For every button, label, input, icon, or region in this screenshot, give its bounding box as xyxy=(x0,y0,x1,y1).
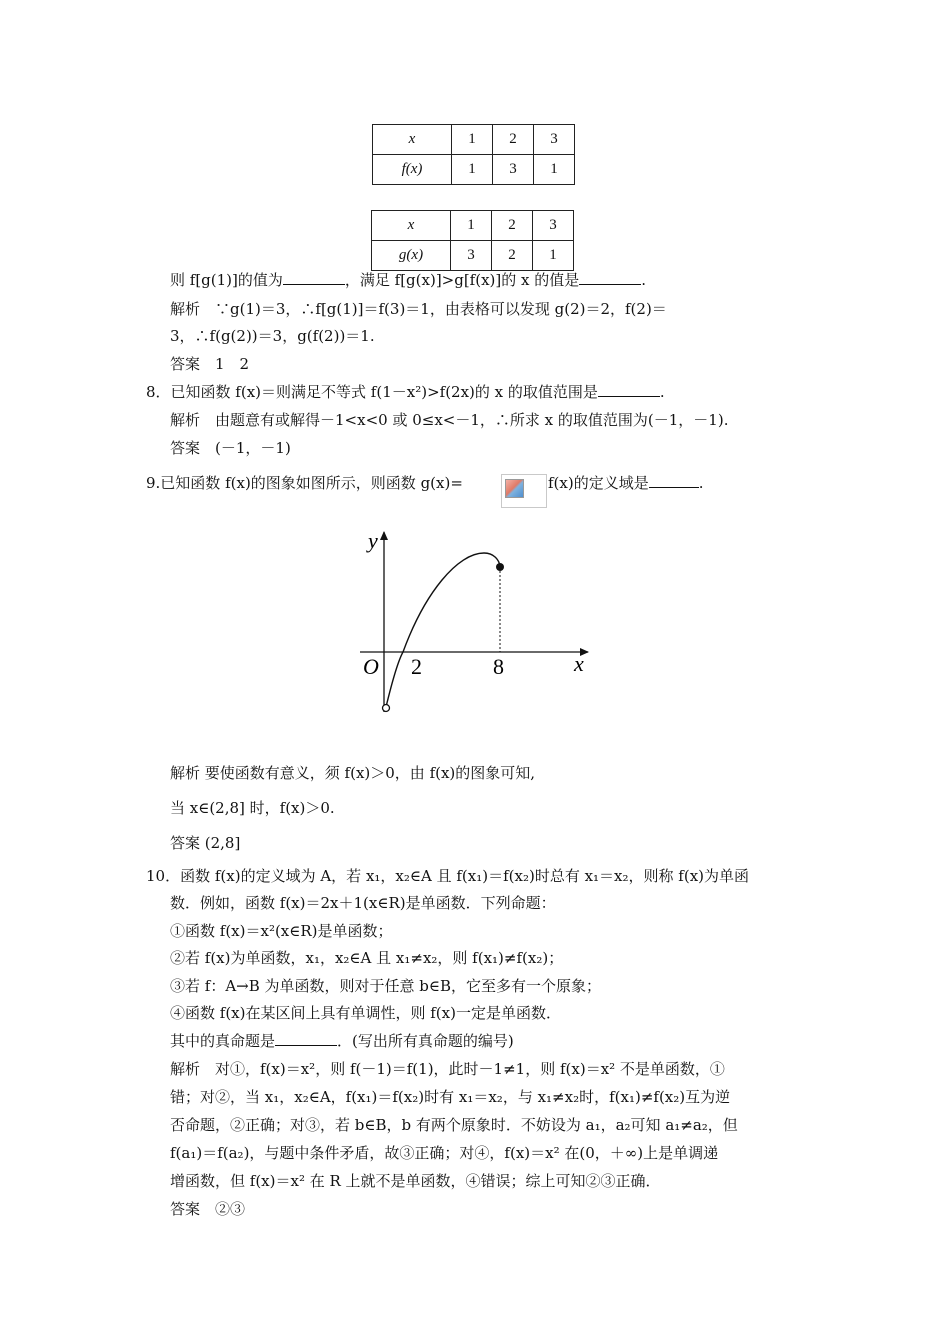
q8-question-end: . xyxy=(659,383,665,401)
table-cell: 1 xyxy=(452,155,493,185)
table-row xyxy=(372,211,574,241)
q8-question-text: 8．已知函数 f(x)＝则满足不等式 f(1－x²)>f(2x)的 x 的取值范围是 xyxy=(146,383,598,401)
answer-blank xyxy=(649,473,699,488)
tick-label-8: 8 xyxy=(493,654,504,679)
formula-image-placeholder xyxy=(501,474,547,508)
q9-question-b-text: f(x)的定义域是 xyxy=(548,474,649,492)
table-row xyxy=(372,241,574,271)
q9-question-b xyxy=(548,473,704,493)
q10-prompt-b: ．(写出所有真命题的编号) xyxy=(337,1032,514,1050)
q7-question xyxy=(170,270,646,290)
answer-blank xyxy=(275,1031,337,1046)
open-endpoint xyxy=(383,705,390,712)
broken-image-icon xyxy=(505,479,524,498)
q9-analysis-line1: 解析 要使函数有意义，须 f(x)＞0，由 f(x)的图象可知, xyxy=(170,764,536,782)
q9-question-end: . xyxy=(698,474,704,492)
answer-blank xyxy=(579,270,641,285)
q7-answer: 答案 1 2 xyxy=(170,355,250,373)
table-row-label: g(x) xyxy=(372,241,451,271)
q8-question xyxy=(146,382,665,402)
table-cell: 3 xyxy=(451,241,492,271)
q10-analysis-line4: f(a₁)＝f(a₂)，与题中条件矛盾，故③正确；对④，f(x)＝x² 在(0，＋∞)上是单调递 xyxy=(170,1144,719,1162)
table-cell: 3 xyxy=(493,155,534,185)
closed-endpoint xyxy=(496,563,504,571)
q10-item3: ③若 f：A→B 为单函数，则对于任意 b∈B，它至多有一个原象； xyxy=(170,977,602,995)
table-cell: 1 xyxy=(452,125,493,155)
table-row-label: f(x) xyxy=(373,155,452,185)
origin-label: O xyxy=(363,654,379,679)
q7-text-a: 则 f[g(1)]的值为 xyxy=(170,271,283,289)
tick-label-2: 2 xyxy=(411,654,422,679)
table-header-x: x xyxy=(372,211,451,241)
q8-answer: 答案 (－1，－1) xyxy=(170,439,291,457)
q10-analysis-line5: 增函数，但 f(x)＝x² 在 R 上就不是单函数，④错误；综上可知②③正确． xyxy=(170,1172,661,1190)
q10-analysis-line2: 错；对②，当 x₁，x₂∈A，f(x₁)＝f(x₂)时有 x₁＝x₂，与 x₁≠x₂时，f(x₁)≠f(x₂)互为逆 xyxy=(170,1088,731,1106)
table-cell: 3 xyxy=(534,125,575,155)
table-cell: 2 xyxy=(492,211,533,241)
q8-analysis: 解析 由题意有或解得－1<x<0 或 0≤x<－1，∴所求 x 的取值范围为(－1，－1). xyxy=(170,411,729,429)
answer-blank xyxy=(598,382,660,397)
q9-question-a: 9.已知函数 f(x)的图象如图所示，则函数 g(x)= xyxy=(146,474,463,492)
q10-line1: 10．函数 f(x)的定义域为 A，若 x₁，x₂∈A 且 f(x₁)＝f(x₂)时总有 x₁＝x₂，则称 f(x)为单函 xyxy=(146,867,750,885)
q10-analysis-line3: 否命题，②正确；对③，若 b∈B，b 有两个原象时．不妨设为 a₁，a₂可知 a₁≠a₂，但 xyxy=(170,1116,738,1134)
table-cell: 1 xyxy=(534,155,575,185)
q10-line2: 数．例如，函数 f(x)＝2x＋1(x∈R)是单函数．下列命题： xyxy=(170,894,556,912)
q10-item2: ②若 f(x)为单函数，x₁，x₂∈A 且 x₁≠x₂，则 f(x₁)≠f(x₂)； xyxy=(170,949,564,967)
q9-analysis-line2: 当 x∈(2,8] 时，f(x)＞0. xyxy=(170,799,335,817)
table-cell: 3 xyxy=(533,211,574,241)
q10-analysis-line1: 解析 对①，f(x)＝x²，则 f(－1)＝f(1)，此时－1≠1，则 f(x)＝x² 不是单函数，① xyxy=(170,1060,725,1078)
q10-prompt xyxy=(170,1031,514,1051)
table-f xyxy=(372,124,575,185)
x-axis-label: x xyxy=(574,651,584,676)
q7-analysis-line2: 3，∴f(g(2))＝3，g(f(2))＝1. xyxy=(170,327,375,345)
table-cell: 1 xyxy=(533,241,574,271)
q9-answer: 答案 (2,8] xyxy=(170,834,241,852)
q10-answer: 答案 ②③ xyxy=(170,1200,246,1218)
table-g xyxy=(371,210,574,271)
q10-prompt-a: 其中的真命题是 xyxy=(170,1032,276,1050)
q7-analysis-line1: 解析 ∵g(1)＝3，∴f[g(1)]＝f(3)＝1，由表格可以发现 g(2)＝2，f(2)＝ xyxy=(170,300,667,318)
table-cell: 2 xyxy=(492,241,533,271)
table-header-x: x xyxy=(373,125,452,155)
q10-item4: ④函数 f(x)在某区间上具有单调性，则 f(x)一定是单函数． xyxy=(170,1004,561,1022)
table-row xyxy=(373,125,575,155)
table-cell: 1 xyxy=(451,211,492,241)
q10-item1: ①函数 f(x)＝x²(x∈R)是单函数； xyxy=(170,922,393,940)
y-axis-label: y xyxy=(368,528,378,553)
answer-blank xyxy=(283,270,345,285)
function-curve xyxy=(386,553,500,707)
table-row xyxy=(373,155,575,185)
q7-text-b: ，满足 f[g(x)]>g[f(x)]的 x 的值是 xyxy=(344,271,580,289)
table-cell: 2 xyxy=(493,125,534,155)
q7-text-c: . xyxy=(641,271,647,289)
